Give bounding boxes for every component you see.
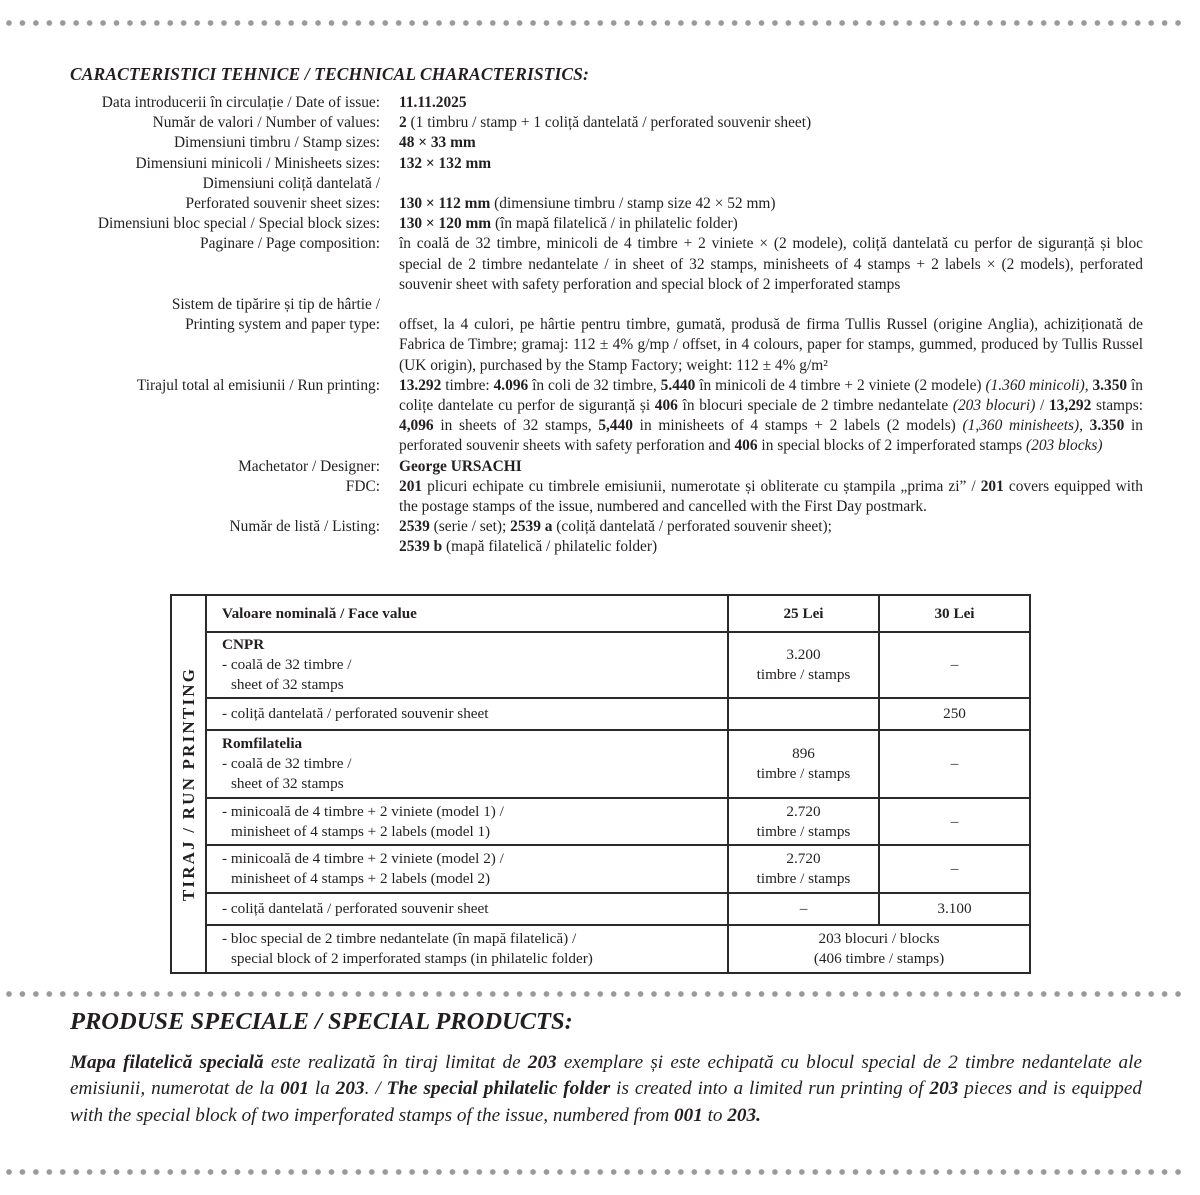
spec-label: Tirajul total al emisiunii / Run printing: [136, 376, 380, 394]
spec-value: 132 × 132 mm [399, 154, 492, 172]
spec-label: FDC: [345, 477, 380, 495]
cell-merged-blocks: 203 blocuri / blocks (406 timbre / stamps) [728, 925, 1030, 973]
row-label: - minicoală de 4 timbre + 2 viniete (model 2) / minisheet of 4 stamps + 2 labels (model 2) [206, 845, 728, 893]
table-row [171, 845, 1030, 893]
table-side-label: TIRAJ / RUN PRINTING [178, 666, 198, 902]
spec-value: offset, la 4 culori, pe hârtie pentru timbre, gumată, produsă de firma Tullis Russel (origine Anglia), achiziționată de Fabrica de Timbre; gramaj: 112 ± 4% g/mp / offset, in 4 colours, paper for stamps, gummed, produced by Tullis Russel (UK origin), purchased by the Stamp Factory; weight: 112 ± 4% g/m² [399, 316, 1143, 374]
row-label: - bloc special de 2 timbre nedantelate (în mapă filatelică) / special block of 2 imperforated stamps (in philatelic folder) [206, 925, 728, 973]
dotted-divider-top [6, 20, 1182, 26]
run-printing-table [170, 594, 1031, 974]
spec-value [399, 517, 1143, 557]
table-side-label-cell [171, 595, 206, 973]
technical-characteristics-title: CARACTERISTICI TEHNICE / TECHNICAL CHARACTERISTICS: [70, 64, 589, 84]
spec-value: 201 plicuri echipate cu timbrele emisiunii, numerotate și obliterate cu ștampila „prima zi” / 201 covers equipped with the postage stamps of the issue, numbered and cancelled with the First Day postmark. [399, 477, 1143, 516]
cell-30-lei: – [879, 798, 1030, 845]
table-row [171, 632, 1030, 698]
spec-row-souvenir-size-a [0, 174, 1200, 194]
spec-row-page-composition [0, 234, 1200, 295]
spec-value: 2 (1 timbru / stamp + 1 coliță dantelată / perforated souvenir sheet) [399, 114, 812, 132]
spec-value: 11.11.2025 [399, 94, 467, 111]
spec-value: în coală de 32 timbre, minicoli de 4 timbre + 2 viniete × (2 modele), coliță dantelată cu perfor de siguranță și bloc special de 2 timbre nedantelate / in sheet of 32 stamps, minisheets of 4 stamps + 2 labels × (2 models), perforated souvenir sheet with safety perforation and special block of 2 imperforated stamps [399, 235, 1143, 293]
spec-row-souvenir-size-b [0, 194, 1200, 214]
cell-30-lei: – [879, 632, 1030, 698]
cell-25-lei: – [728, 893, 879, 925]
spec-value: 13.292 timbre: 4.096 în coli de 32 timbre, 5.440 în minicoli de 4 timbre + 2 viniete (2 modele) (1.360 minicoli), 3.350 în colițe dantelate cu perfor de siguranță și 406 în blocuri speciale de 2 timbre nedantelate (203 blocuri) / 13,292 stamps: 4,096 in sheets of 32 stamps, 5,440 in minisheets of 4 stamps + 2 labels (2 models) (1,360 minisheets), 3.350 in perforated souvenir sheets with safety perforation and 406 in special blocks of 2 imperforated stamps (203 blocks) [399, 376, 1143, 455]
spec-value [399, 295, 1143, 315]
cell-25-lei: 3.200 timbre / stamps [728, 632, 879, 698]
header-25-lei: 25 Lei [728, 595, 879, 632]
listing-line: 2539 (serie / set); 2539 a (coliță dantelată / perforated souvenir sheet); [399, 518, 832, 536]
spec-label: Printing system and paper type: [185, 316, 380, 334]
special-products-title: PRODUSE SPECIALE / SPECIAL PRODUCTS: [70, 1008, 573, 1035]
dotted-divider-middle [6, 991, 1182, 997]
cell-25-lei: 2.720 timbre / stamps [728, 798, 879, 845]
spec-label: Număr de valori / Number of values: [152, 114, 380, 132]
spec-label: Dimensiuni coliță dantelată / [202, 174, 380, 192]
spec-label: Data introducerii în circulație / Date of issue: [101, 94, 380, 111]
spec-row-minisheet-size [0, 154, 1200, 174]
technical-spec-list [0, 93, 1200, 558]
spec-label: Perforated souvenir sheet sizes: [185, 195, 380, 213]
header-30-lei: 30 Lei [879, 595, 1030, 632]
cell-30-lei: 3.100 [879, 893, 1030, 925]
spec-value: 130 × 120 mm (în mapă filatelică / in philatelic folder) [399, 215, 738, 233]
table-header-row [171, 595, 1030, 632]
spec-label: Dimensiuni bloc special / Special block sizes: [97, 215, 380, 233]
spec-label: Număr de listă / Listing: [229, 518, 380, 536]
spec-row-fdc [0, 477, 1200, 517]
spec-row-values [0, 113, 1200, 133]
spec-row-run-printing [0, 376, 1200, 457]
spec-row-listing [0, 517, 1200, 557]
spec-label: Dimensiuni minicoli / Minisheets sizes: [135, 154, 380, 172]
cell-25-lei [728, 698, 879, 730]
spec-value [399, 174, 1143, 194]
header-face-value: Valoare nominală / Face value [206, 595, 728, 632]
dotted-divider-bottom [6, 1169, 1182, 1175]
special-products-text: Mapa filatelică specială este realizată în tiraj limitat de 203 exemplare și este echipată cu blocul special de 2 timbre nedantelate ale emisiunii, numerotat de la 001 la 203. / The special philatelic folder is created into a limited run printing of 203 pieces and is equipped with the special block of two imperforated stamps of the issue, numbered from 001 to 203. [70, 1052, 1142, 1126]
spec-value: 48 × 33 mm [399, 134, 476, 152]
table-row [171, 925, 1030, 973]
cell-30-lei: – [879, 730, 1030, 798]
table-row [171, 730, 1030, 798]
table-row [171, 893, 1030, 925]
row-label: - coliță dantelată / perforated souvenir sheet [206, 893, 728, 925]
cell-30-lei: 250 [879, 698, 1030, 730]
spec-row-printing-b [0, 315, 1200, 376]
spec-label: Dimensiuni timbru / Stamp sizes: [173, 134, 380, 152]
spec-value [399, 457, 1143, 477]
table-row [171, 798, 1030, 845]
spec-label: Paginare / Page composition: [200, 235, 380, 253]
spec-row-stamp-size [0, 133, 1200, 153]
spec-row-date [0, 93, 1200, 113]
table-row [171, 698, 1030, 730]
designer-name: George URSACHI [399, 457, 522, 475]
listing-line: 2539 b (mapă filatelică / philatelic folder) [399, 538, 658, 556]
cell-25-lei: 2.720 timbre / stamps [728, 845, 879, 893]
row-label: Romfilatelia - coală de 32 timbre / sheet of 32 stamps [206, 730, 728, 798]
spec-row-designer [0, 457, 1200, 477]
cell-25-lei: 896 timbre / stamps [728, 730, 879, 798]
row-label: - coliță dantelată / perforated souvenir sheet [206, 698, 728, 730]
spec-row-printing-a [0, 295, 1200, 315]
cell-30-lei: – [879, 845, 1030, 893]
spec-label: Sistem de tipărire și tip de hârtie / [171, 296, 380, 314]
row-label: - minicoală de 4 timbre + 2 viniete (model 1) / minisheet of 4 stamps + 2 labels (model 1) [206, 798, 728, 845]
spec-label: Machetator / Designer: [238, 457, 380, 475]
spec-value: 130 × 112 mm (dimensiune timbru / stamp size 42 × 52 mm) [399, 195, 776, 213]
spec-row-block-size [0, 214, 1200, 234]
row-label: CNPR - coală de 32 timbre / sheet of 32 stamps [206, 632, 728, 698]
